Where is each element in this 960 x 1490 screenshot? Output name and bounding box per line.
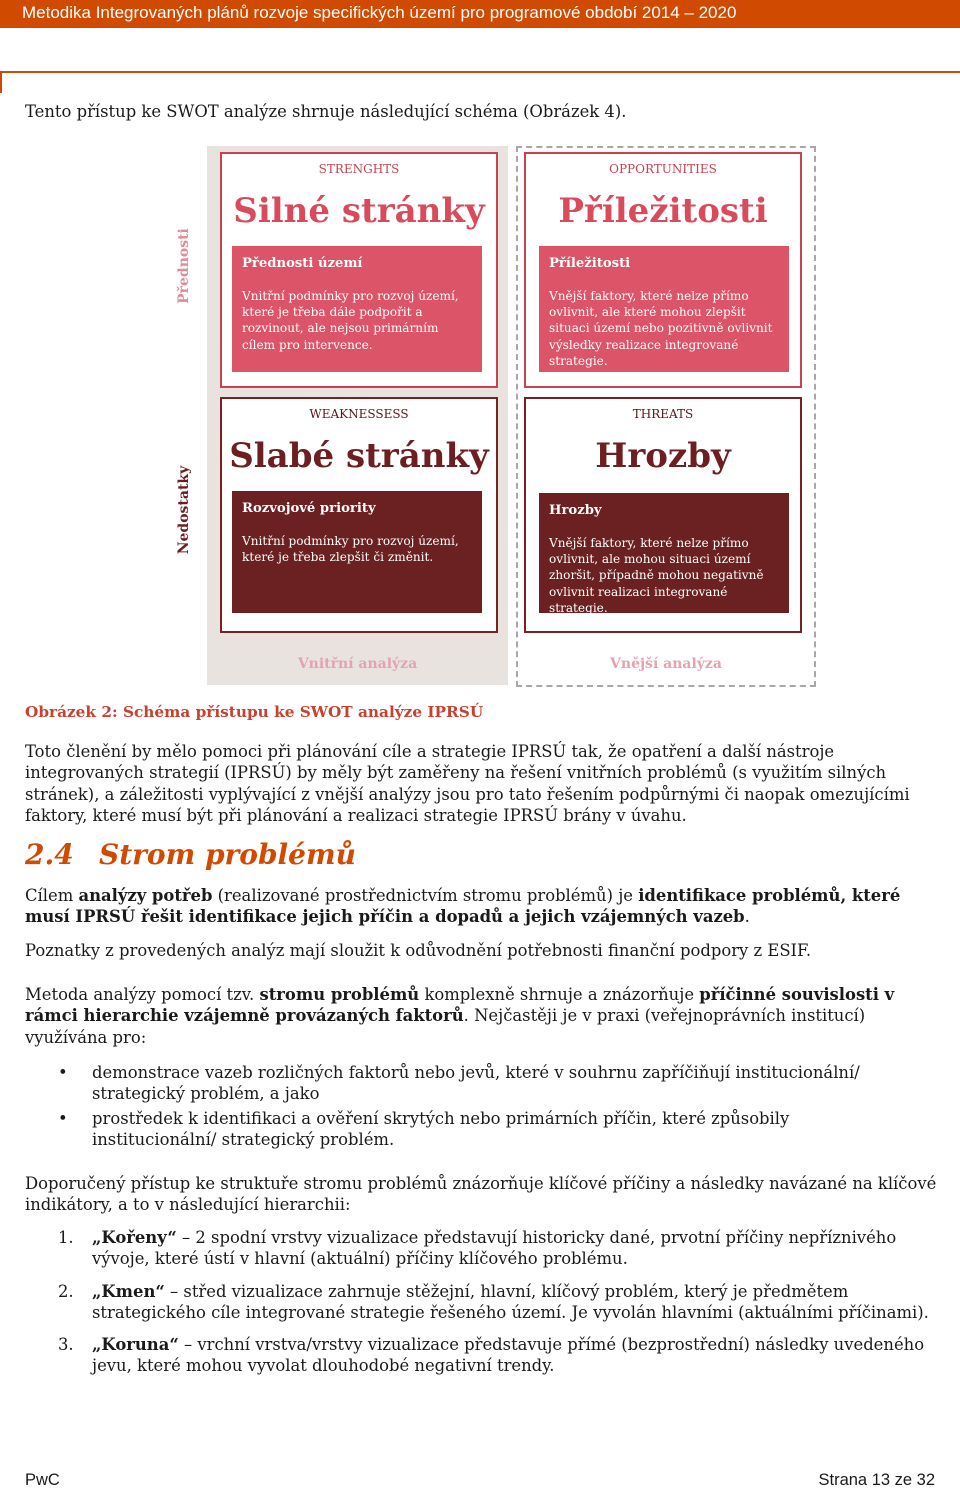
opportunities-quadrant bbox=[524, 152, 802, 388]
opportunities-box bbox=[539, 246, 789, 372]
threats-quadrant bbox=[524, 397, 802, 633]
threats-box-title: Hrozby bbox=[549, 503, 602, 518]
threats-box bbox=[539, 493, 789, 613]
list-number: 1. bbox=[58, 1228, 74, 1247]
section-number: 2.4 bbox=[25, 838, 74, 871]
opportunities-box-text: Vnější faktory, které nelze přímo ovlivnit, ale které mohou zlepšit situaci území nebo pozitivně ovlivnit výsledky realizace integrované strategie. bbox=[549, 289, 773, 368]
column-label-internal: Vnitřní analýza bbox=[297, 656, 418, 672]
threats-title: Hrozby bbox=[595, 436, 731, 476]
strengths-box bbox=[232, 246, 482, 372]
list-item bbox=[25, 1227, 940, 1270]
weaknesses-quadrant bbox=[220, 397, 498, 633]
opportunities-box-title: Příležitosti bbox=[549, 256, 631, 271]
text-run: Cílem bbox=[25, 886, 79, 905]
figure-caption: Obrázek 2: Schéma přístupu ke SWOT analýze IPRSÚ bbox=[25, 703, 484, 721]
weaknesses-box bbox=[232, 491, 482, 613]
text-run: . bbox=[744, 907, 750, 927]
strengths-box-text: Vnitřní podmínky pro rozvoj území, které je třeba dále podpořit a rozvinout, ale nejsou primárním cílem pro intervence. bbox=[242, 289, 459, 352]
strengths-quadrant bbox=[220, 152, 498, 388]
paragraph-needs-analysis bbox=[25, 885, 943, 928]
bullet-list bbox=[25, 1062, 905, 1150]
threats-eyebrow: THREATS bbox=[632, 407, 694, 421]
list-term: „Kmen“ bbox=[92, 1281, 165, 1301]
section-heading bbox=[25, 838, 356, 871]
intro-text: Tento přístup ke SWOT analýze shrnuje následující schéma (Obrázek 4). bbox=[25, 102, 627, 121]
text-run: Metoda analýzy pomocí tzv. bbox=[25, 985, 260, 1004]
list-text: – 2 spodní vrstvy vizualizace představují historicky dané, prvotní příčiny nepříznivého vývoje, které ústí v hlavní (aktuální) příčiny klíčového problému. bbox=[92, 1228, 897, 1269]
paragraph-swot-use: Toto členění by mělo pomoci při plánování cíle a strategie IPRSÚ tak, že opatření a další nástroje integrovaných strategií (IPRSÚ) by měly být zaměřeny na řešení vnitřních problémů (s využitím silných stránek), a záležitosti vyplývající z vnější analýzy jsou pro tato řešením podpůrnými či naopak omezujícími faktory, které musí být při plánování a realizaci strategie IPRSÚ brány v úvahu. bbox=[25, 742, 910, 825]
row-label-weaknesses: Nedostatky bbox=[176, 465, 192, 555]
weaknesses-box-title: Rozvojové priority bbox=[242, 501, 376, 516]
paragraph-hierarchy: Doporučený přístup ke struktuře stromu problémů znázorňuje klíčové příčiny a následky navázané na klíčové indikátory, a to v následující hierarchii: bbox=[25, 1174, 937, 1215]
paragraph-esif: Poznatky z provedených analýz mají sloužit k odůvodnění potřebnosti finanční podpory z ESIF. bbox=[25, 941, 812, 960]
list-number: 3. bbox=[58, 1335, 74, 1355]
list-text: – vrchní vrstva/vrstvy vizualizace představuje přímé (bezprostřední) následky uvedeného jevu, které mohou vyvolat dlouhodobé negativní trendy. bbox=[92, 1335, 925, 1376]
list-text: – střed vizualizace zahrnuje stěžejní, hlavní, klíčový problém, který je předmětem strategického cíle integrované strategie řešeného území. Je vyvolán hlavními (aktuálními příčinami). bbox=[92, 1281, 929, 1322]
threats-box-text: Vnější faktory, které nelze přímo ovlivnit, ale mohou situaci území zhoršit, případně mohou negativně ovlivnit realizaci integrované strategie. bbox=[549, 536, 764, 615]
row-label-strengths: Přednosti bbox=[176, 228, 192, 304]
strengths-box-title: Přednosti území bbox=[242, 256, 363, 271]
text-run: . Nejčastěji je v praxi (veřejnoprávních institucí) využívána pro: bbox=[25, 1006, 866, 1047]
list-item: • prostředek k identifikaci a ověření skrytých nebo primárních příčin, které způsobily institucionální/ strategický problém. bbox=[25, 1108, 905, 1151]
numbered-list bbox=[25, 1227, 940, 1388]
list-number: 2. bbox=[58, 1281, 74, 1301]
footer-company: PwC bbox=[25, 1471, 60, 1489]
weaknesses-eyebrow: WEAKNESSESS bbox=[309, 407, 409, 421]
section-title: Strom problémů bbox=[99, 838, 356, 871]
header-rule bbox=[0, 71, 960, 73]
header-rule-corner bbox=[0, 71, 2, 93]
strengths-title: Silné stránky bbox=[233, 191, 485, 231]
bold-run: příčinné souvislosti v rámci hierarchie vzájemně provázaných faktorů bbox=[25, 985, 895, 1026]
weaknesses-box-text: Vnitřní podmínky pro rozvoj území, které je třeba zlepšit či změnit. bbox=[242, 534, 459, 565]
text-run: komplexně shrnuje a znázorňuje bbox=[419, 985, 700, 1004]
bold-run: stromu problémů bbox=[259, 985, 420, 1004]
list-term: „Kořeny“ bbox=[92, 1228, 177, 1247]
bold-run: identifikace problémů, které musí IPRSÚ řešit identifikace jejich příčin a dopadů a jejich vzájemných vazeb bbox=[25, 886, 901, 927]
opportunities-title: Příležitosti bbox=[558, 191, 768, 231]
text-run: (realizované prostřednictvím stromu problémů) je bbox=[212, 886, 639, 905]
bold-run: analýzy potřeb bbox=[78, 886, 213, 905]
header-title: Metodika Integrovaných plánů rozvoje specifických území pro programové období 2014 – 2020 bbox=[22, 3, 737, 22]
column-label-external: Vnější analýza bbox=[610, 656, 722, 672]
list-item bbox=[25, 1334, 940, 1377]
list-item bbox=[25, 1281, 940, 1324]
weaknesses-title: Slabé stránky bbox=[229, 436, 489, 476]
opportunities-eyebrow: OPPORTUNITIES bbox=[609, 162, 717, 176]
strengths-eyebrow: STRENGHTS bbox=[318, 162, 400, 176]
list-term: „Koruna“ bbox=[92, 1335, 179, 1355]
paragraph-method bbox=[25, 984, 943, 1048]
list-item: • demonstrace vazeb rozličných faktorů nebo jevů, které v souhrnu zapříčiňují institucionální/ strategický problém, a jako bbox=[25, 1062, 905, 1105]
footer-page-number: Strana 13 ze 32 bbox=[818, 1471, 935, 1489]
